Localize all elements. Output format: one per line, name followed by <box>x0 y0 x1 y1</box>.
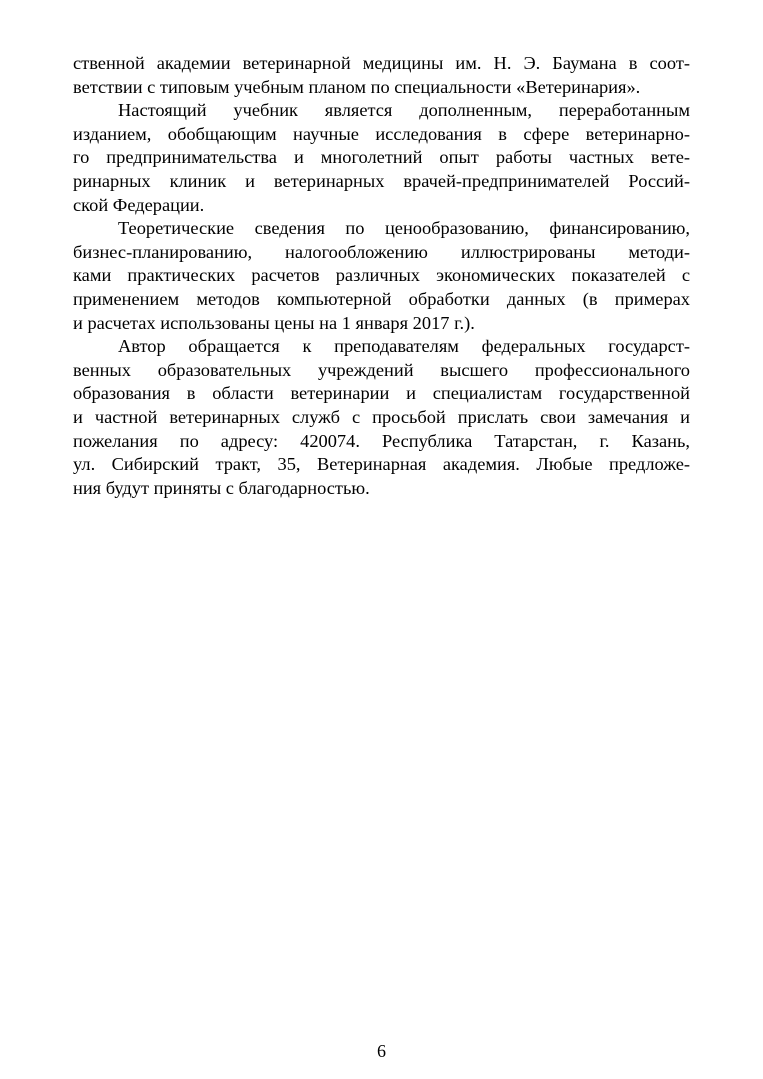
text-line: пожелания по адресу: 420074. Республика Татарстан, г. Казань, <box>73 430 690 451</box>
text-line: ул. Сибирский тракт, 35, Ветеринарная академия. Любые предложе- <box>73 454 690 475</box>
paragraph-textbook-description <box>73 99 690 217</box>
paragraph-theory <box>73 217 690 335</box>
page-number: 6 <box>377 1041 386 1061</box>
text-line: бизнес-планированию, налогообложению иллюстрированы методи- <box>73 241 690 262</box>
paragraph-continuation <box>73 52 690 99</box>
text-line: ками практических расчетов различных экономических показателей с <box>73 265 690 286</box>
paragraph-author-appeal <box>73 335 690 500</box>
text-line: ринарных клиник и ветеринарных врачей-предпринимателей Россий- <box>73 170 690 191</box>
body-text <box>73 52 690 500</box>
text-line: изданием, обобщающим научные исследования в сфере ветеринарно- <box>73 123 690 144</box>
text-line: ственной академии ветеринарной медицины им. Н. Э. Баумана в соот- <box>73 53 690 73</box>
text-line: ской Федерации. <box>73 194 205 215</box>
text-line: и частной ветеринарных служб с просьбой прислать свои замечания и <box>73 406 690 427</box>
text-line: Настоящий учебник является дополненным, переработанным <box>118 100 690 121</box>
text-line: и расчетах использованы цены на 1 января 2017 г.). <box>73 312 475 333</box>
text-line: венных образовательных учреждений высшего профессионального <box>73 359 690 380</box>
text-line: образования в области ветеринарии и специалистам государственной <box>73 383 690 404</box>
text-line: Теоретические сведения по ценообразованию, финансированию, <box>118 218 690 239</box>
text-line: ния будут приняты с благодарностью. <box>73 477 370 498</box>
text-line: Автор обращается к преподавателям федеральных государст- <box>118 336 690 357</box>
text-line: применением методов компьютерной обработки данных (в примерах <box>73 288 690 309</box>
text-line: го предпринимательства и многолетний опыт работы частных вете- <box>73 147 690 168</box>
text-line: ветствии с типовым учебным планом по специальности «Ветеринария». <box>73 76 641 97</box>
